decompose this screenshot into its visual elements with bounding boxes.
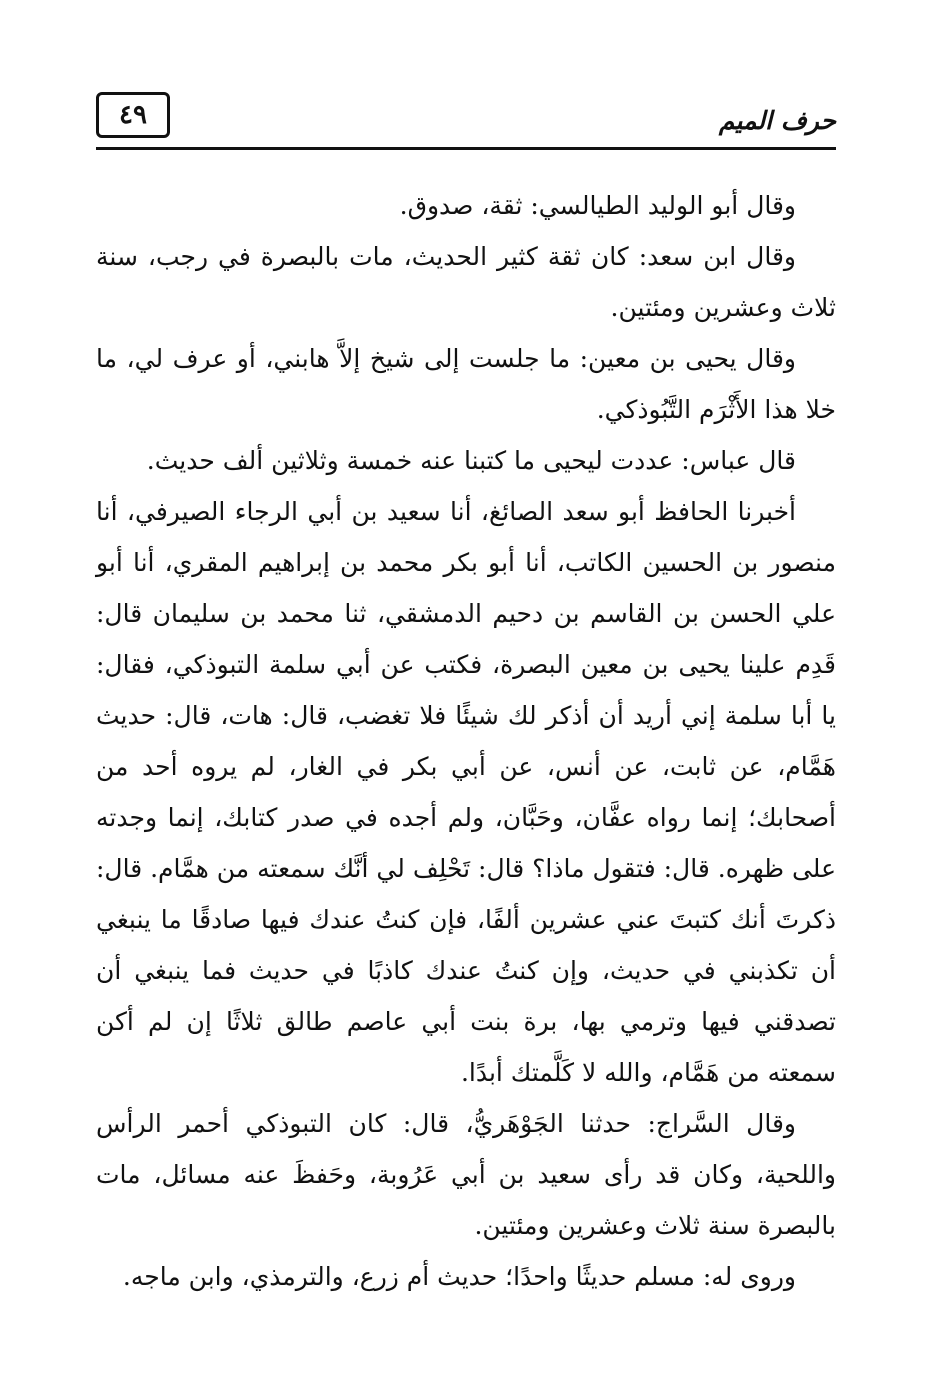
running-title: حرف الميم <box>718 106 836 135</box>
paragraph-1: وقال أبو الوليد الطيالسي: ثقة، صدوق. <box>399 191 796 220</box>
header-rule <box>96 147 836 150</box>
paragraph-2: وقال ابن سعد: كان ثقة كثير الحديث، مات بالبصرة في رجب، سنة ثلاث وعشرين ومئتين. <box>96 242 836 322</box>
page-number: ٤٩ <box>96 92 170 138</box>
paragraph-6: وقال السَّراج: حدثنا الجَوْهَريُّ، قال: كان التبوذكي أحمر الرأس واللحية، وكان قد رأى سعيد بن أبي عَرُوبة، وحَفظَ عنه مسائل، مات بالبصرة سنة ثلاث وعشرين ومئتين. <box>96 1109 836 1240</box>
page-header <box>96 92 836 150</box>
paragraph-5: أخبرنا الحافظ أبو سعد الصائغ، أنا سعيد بن أبي الرجاء الصيرفي، أنا منصور بن الحسين الكاتب، أنا أبو بكر محمد بن إبراهيم المقري، أنا أبو علي الحسن بن القاسم بن دحيم الدمشقي، ثنا محمد بن سليمان قال: قَدِم علينا يحيى بن معين البصرة، فكتب عن أبي سلمة التبوذكي، فقال: يا أبا سلمة إني أريد أن أذكر لك شيئًا فلا تغضب، قال: هات، قال: حديث هَمَّام، عن ثابت، عن أنس، عن أبي بكر في الغار، لم يروه أحد من أصحابك؛ إنما رواه عفَّان، وحَبَّان، ولم أجده في صدر كتابك، إنما وجدته على ظهره. قال: فتقول ماذا؟ قال: تَحْلِف لي أنَّك سمعته من همَّام. قال: ذكرتَ أنك كتبتَ عني عشرين ألفًا، فإن كنتُ عندك فيها صادقًا ما ينبغي أن تكذبني في حديث، وإن كنتُ عندك كاذبًا في حديث فما ينبغي أن تصدقني فيها وترمي بها، برة بنت أبي عاصم طالق ثلاثًا إن لم أكن سمعته من هَمَّام، والله لا كَلَّمتك أبدًا. <box>96 497 836 1087</box>
paragraph-3: وقال يحيى بن معين: ما جلست إلى شيخ إلاَّ هابني، أو عرف لي، ما خلا هذا الأَثْرَم التَّبُوذكي. <box>96 344 836 424</box>
paragraph-4: قال عباس: عددت ليحيى ما كتبنا عنه خمسة وثلاثين ألف حديث. <box>146 446 796 475</box>
body-text <box>96 180 836 1302</box>
paragraph-7: وروى له: مسلم حديثًا واحدًا؛ حديث أم زرع، والترمذي، وابن ماجه. <box>122 1262 796 1291</box>
